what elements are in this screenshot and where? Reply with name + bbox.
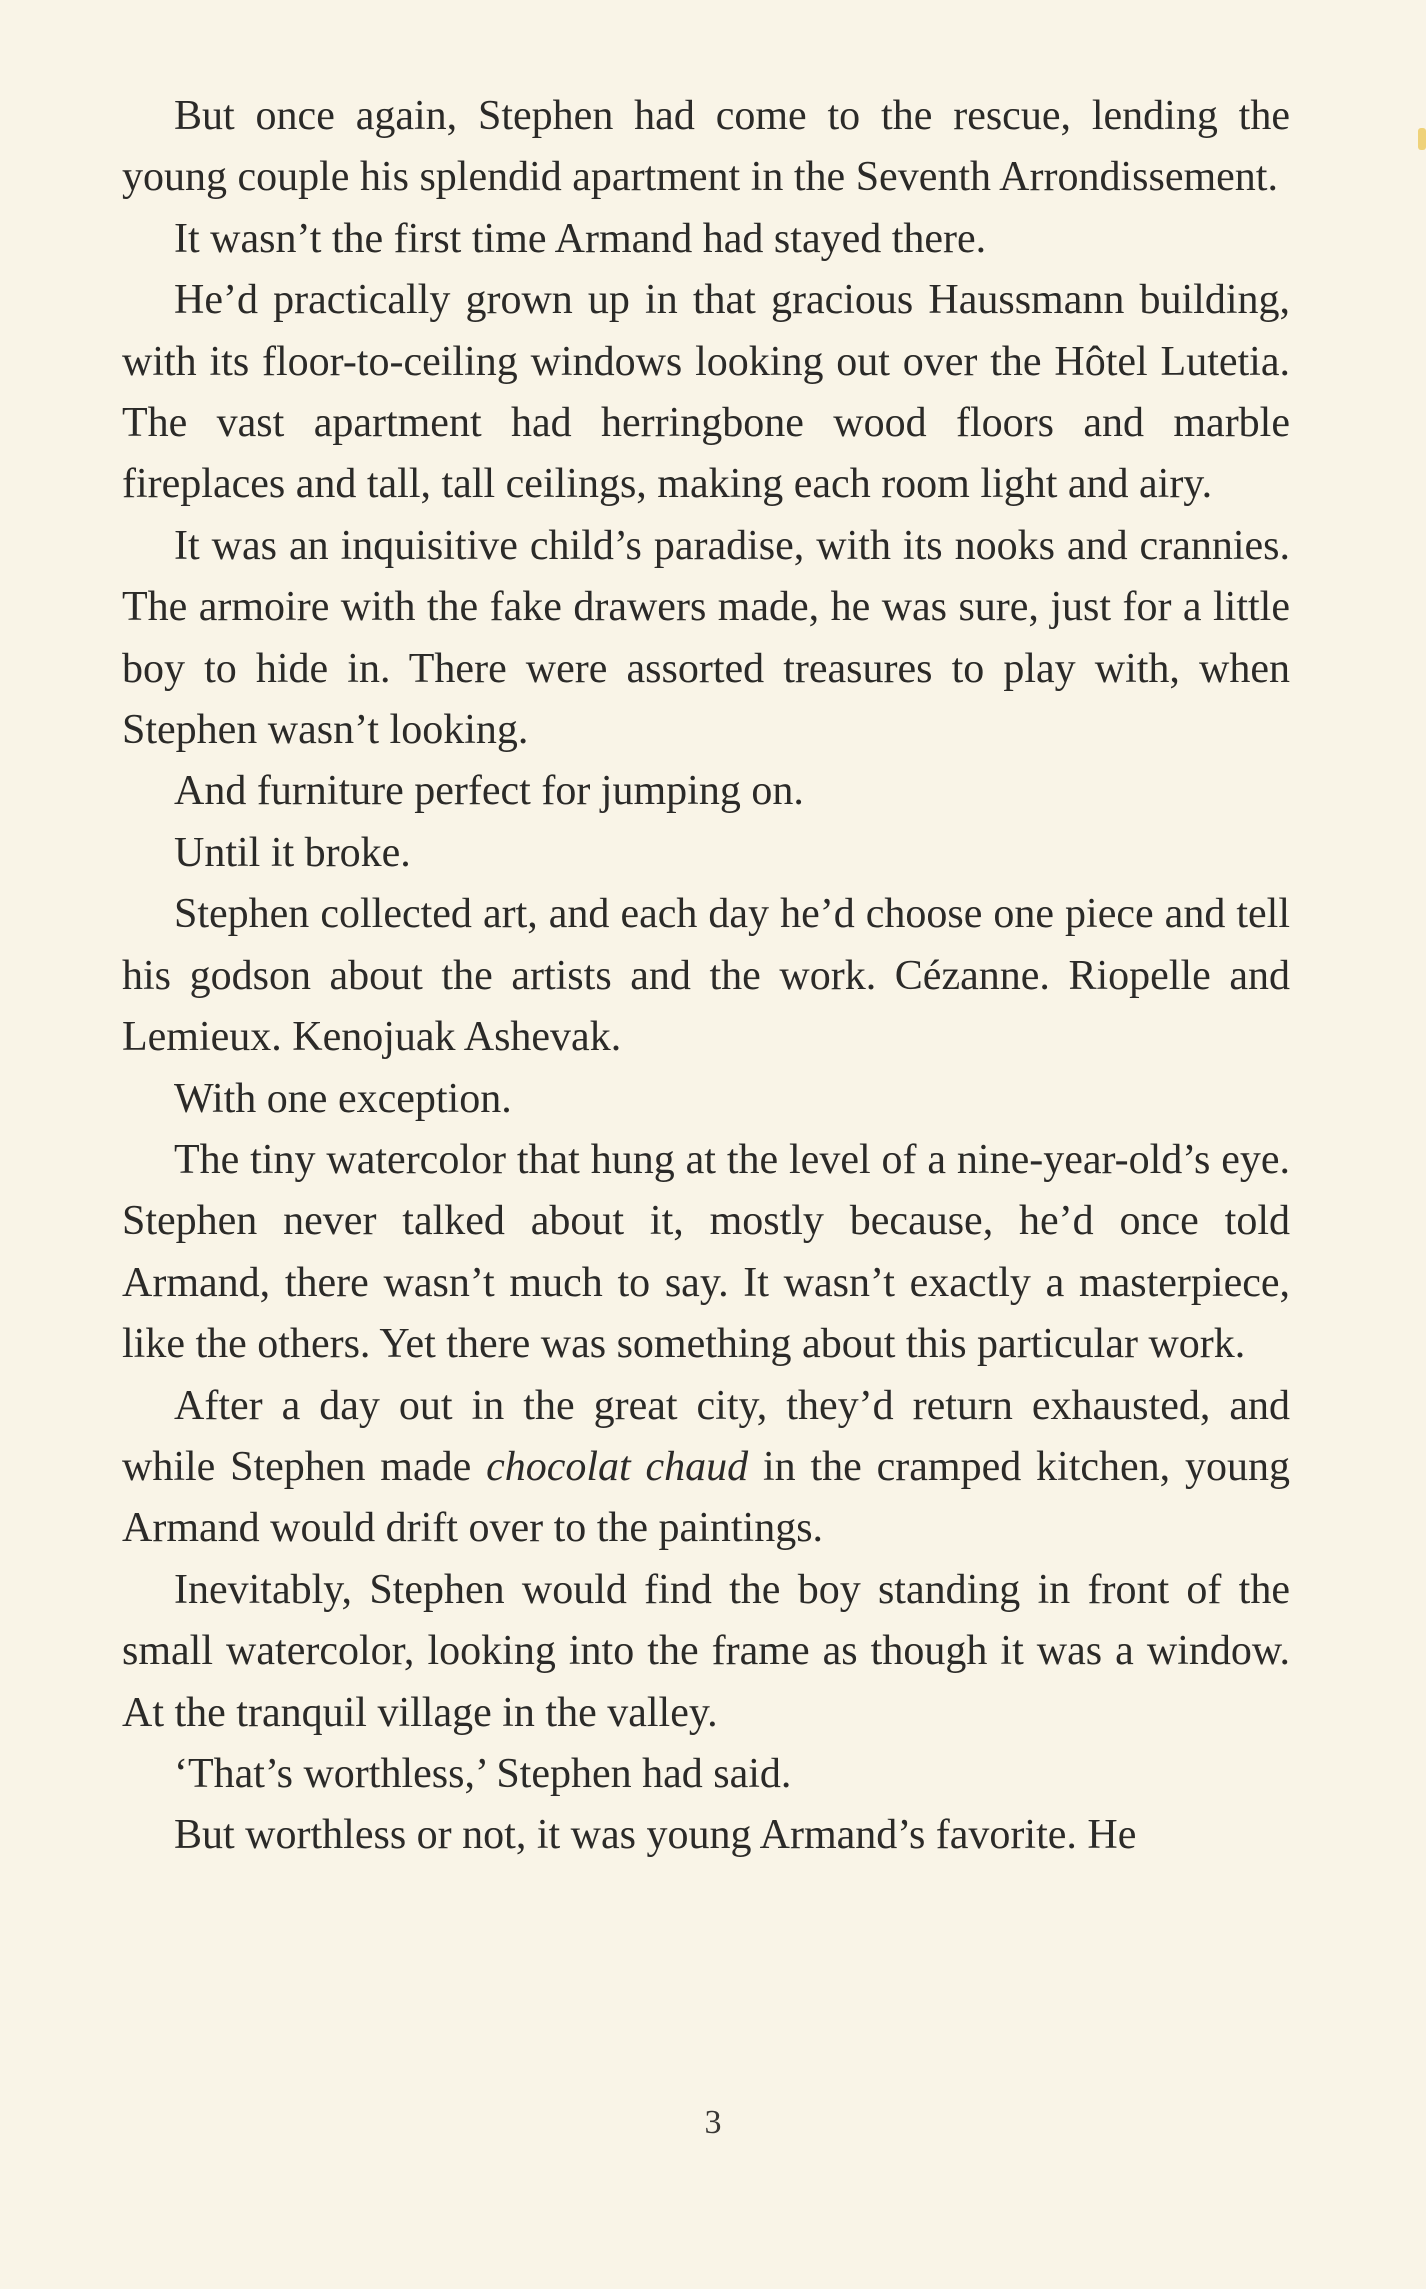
- paragraph: He’d practically grown up in that gracious Haussmann building, with its floor-to-ceiling windows looking out over the Hôtel Lutetia. The vast apartment had herringbone wood floors and marble fireplaces and tall, tall ceilings, making each room light and airy.: [122, 277, 1290, 508]
- paragraph: And furniture perfect for jumping on.: [174, 768, 804, 815]
- paragraph: The tiny watercolor that hung at the level of a nine-year-old’s eye. Stephen never talked about it, mostly because, he’d once told Armand, there wasn’t much to say. It wasn’t exactly a masterpiece, like the others. Yet there was something about this particular work.: [122, 1136, 1290, 1368]
- paragraph: Stephen collected art, and each day he’d choose one piece and tell his godson about the artists and the work. Cézanne. Riopelle and Lemieux. Kenojuak Ashevak.: [122, 891, 1290, 1061]
- paragraph: Inevitably, Stephen would find the boy standing in front of the small watercolor, looking into the frame as though it was a window. At the tranquil village in the valley.: [122, 1566, 1290, 1736]
- page-number: 3: [704, 2104, 722, 2141]
- paragraph: But once again, Stephen had come to the rescue, lending the young couple his splendid apartment in the Seventh Arrondissement.: [122, 93, 1290, 201]
- paragraph: After a day out in the great city, they’d return exhausted, and while Stephen made chocolat chaud in the cramped kitchen, young Armand would drift over to the paintings.: [122, 1382, 1291, 1552]
- paragraph: It was an inquisitive child’s paradise, with its nooks and crannies. The armoire with the fake drawers made, he was sure, just for a little boy to hide in. There were assorted treasures to play with, when Stephen wasn’t looking.: [122, 522, 1290, 754]
- body-text: [122, 86, 1290, 1867]
- paragraph: With one exception.: [174, 1075, 512, 1122]
- paragraph: Until it broke.: [174, 829, 411, 876]
- paragraph: ‘That’s worthless,’ Stephen had said.: [174, 1750, 792, 1797]
- italic-phrase: chocolat chaud: [486, 1443, 749, 1490]
- paragraph: It wasn’t the first time Armand had stayed there.: [174, 215, 987, 262]
- paper-mark: [1418, 128, 1426, 150]
- paragraph: But worthless or not, it was young Armand’s favorite. He: [174, 1812, 1137, 1859]
